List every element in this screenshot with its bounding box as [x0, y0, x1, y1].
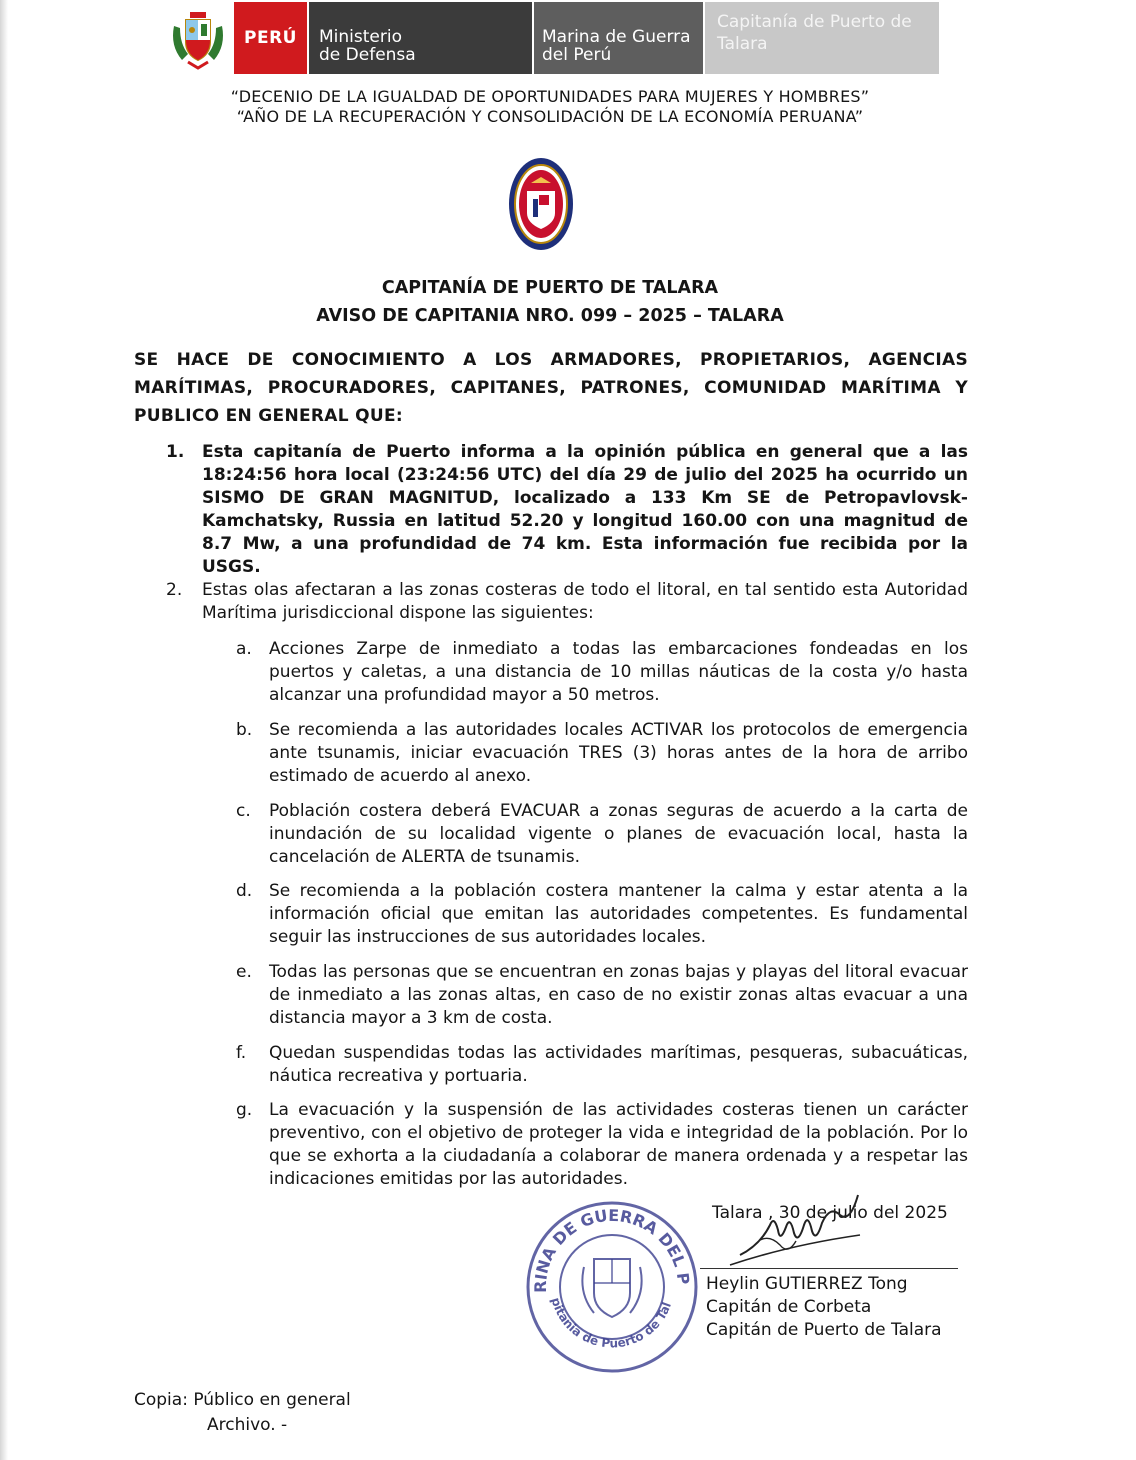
archivo-line: Archivo. - — [207, 1415, 288, 1435]
official-stamp-icon — [522, 1197, 702, 1381]
decenio-line2: “AÑO DE LA RECUPERACIÓN Y CONSOLIDACIÓN DE LA ECONOMÍA PERUANA” — [236, 107, 864, 126]
subitem-text: La evacuación y la suspensión de las actividades costeras tienen un carácter preventivo, con el objetivo de proteger la vida e integridad de la población. Por lo que se exhorta a la ciudadanía a colaborar de manera ordenada y a respetar las indicaciones emitidas por las autoridades. — [269, 1100, 968, 1189]
stamp-top-text: RINA DE GUERRA DEL P — [530, 1205, 694, 1293]
marina-line2: del Perú — [542, 45, 612, 65]
marina-line1: Marina de Guerra — [542, 27, 691, 47]
item-number: 1. — [166, 442, 185, 462]
signature-line — [700, 1268, 958, 1269]
capitania-line1: Capitanía de Puerto de — [717, 12, 912, 32]
item-text: Estas olas afectaran a las zonas costeras de todo el litoral, en tal sentido esta Autoridad Marítima jurisdiccional dispone las siguientes: — [202, 580, 968, 623]
title-line2: AVISO DE CAPITANIA NRO. 099 – 2025 – TALARA — [316, 306, 784, 326]
decenio-text — [0, 87, 1100, 127]
marina-label — [532, 2, 703, 74]
subitem-letter: g. — [236, 1100, 253, 1120]
signer-name: Heylin GUTIERREZ Tong — [706, 1274, 908, 1294]
ministerio-line1: Ministerio — [319, 27, 402, 47]
peru-label: PERÚ — [234, 2, 307, 74]
signer-block — [706, 1273, 942, 1342]
item-text: Esta capitanía de Puerto informa a la opinión pública en general que a las 18:24:56 hora local (23:24:56 UTC) del día 29 de julio del 2025 ha ocurrido un SISMO DE GRAN MAGNITUD, localizado a 133 Km SE de Petropavlovsk- Kamchatsky, Russia en latitud 52.20 y longitud 160.00 con una magnitud de 8.7 Mw, a una profundidad de 74 km. Esta información fue recibida por la USGS. — [202, 442, 968, 577]
signer-position: Capitán de Puerto de Talara — [706, 1320, 942, 1340]
signer-rank: Capitán de Corbeta — [706, 1297, 872, 1317]
item-number: 2. — [166, 580, 183, 600]
stamp-bottom-text: pitania de Puerto de Tal — [548, 1295, 674, 1351]
subitem-text: Quedan suspendidas todas las actividades marítimas, pesqueras, subacuáticas, náutica recreativa y portuaria. — [269, 1043, 968, 1086]
subitem-letter: b. — [236, 720, 253, 740]
ministerio-line2: de Defensa — [319, 45, 416, 65]
capitania-emblem-icon — [507, 155, 575, 257]
intro-paragraph: SE HACE DE CONOCIMIENTO A LOS ARMADORES, PROPIETARIOS, AGENCIAS MARÍTIMAS, PROCURADORES, CAPITANES, PATRONES, COMUNIDAD MARÍTIMA Y PUBLICO EN GENERAL QUE: — [134, 350, 968, 426]
subitem-letter: f. — [236, 1043, 247, 1063]
subitem-letter: c. — [236, 801, 251, 821]
subitem-text: Acciones Zarpe de inmediato a todas las embarcaciones fondeadas en los puertos y caletas, a una distancia de 10 millas náuticas de la costa y/o hasta alcanzar una profundidad mayor a 50 metros. — [269, 639, 968, 705]
institutional-header — [162, 2, 939, 74]
decenio-line1: “DECENIO DE LA IGUALDAD DE OPORTUNIDADES PARA MUJERES Y HOMBRES” — [230, 87, 870, 106]
subitem-letter: e. — [236, 962, 252, 982]
signature-date: Talara , 30 de julio del 2025 — [712, 1203, 948, 1223]
document-title — [0, 274, 1100, 330]
subitem-text: Todas las personas que se encuentran en zonas bajas y playas del litoral evacuar de inmediato a las zonas altas, en caso de no existir zonas altas evacuar a una distancia mayor a 3 km de costa. — [269, 962, 968, 1028]
capitania-line2: Talara — [717, 34, 768, 54]
ministerio-label — [307, 2, 532, 74]
capitania-label — [703, 2, 939, 74]
page-shadow — [0, 0, 8, 1460]
subitem-text: Población costera deberá EVACUAR a zonas seguras de acuerdo a la carta de inundación de su localidad vigente o planes de evacuación local, hasta la cancelación de ALERTA de tsunamis. — [269, 801, 968, 867]
subitem-letter: a. — [236, 639, 252, 659]
handwritten-signature-icon — [700, 1185, 870, 1279]
copia-line: Copia: Público en general — [134, 1390, 351, 1410]
subitem-letter: d. — [236, 881, 253, 901]
title-line1: CAPITANÍA DE PUERTO DE TALARA — [381, 278, 719, 298]
subitem-text: Se recomienda a las autoridades locales ACTIVAR los protocolos de emergencia ante tsunamis, iniciar evacuación TRES (3) horas antes de la hora de arribo estimado de acuerdo al anexo. — [269, 720, 968, 786]
subitem-text: Se recomienda a la población costera mantener la calma y estar atenta a la información oficial que emitan las autoridades competentes. Es fundamental seguir las instrucciones de sus autoridades locales. — [269, 881, 968, 947]
peru-coat-of-arms-icon — [162, 2, 234, 74]
